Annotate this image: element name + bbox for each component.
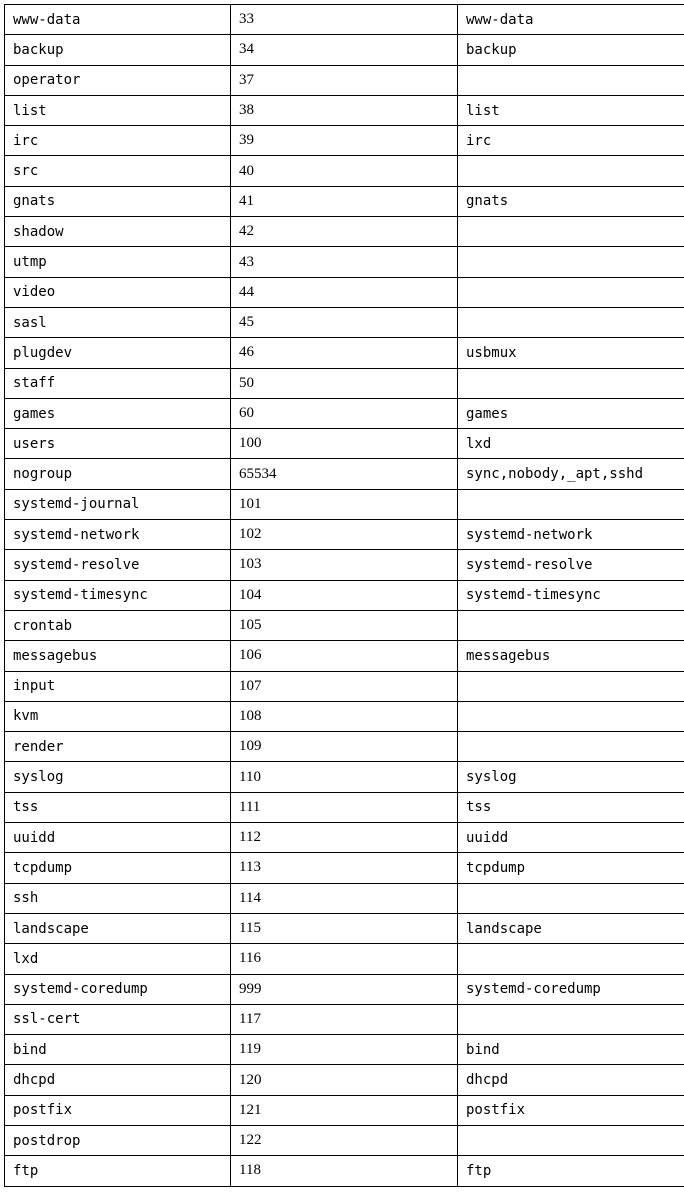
group-name-cell: systemd-timesync [5,580,231,610]
group-members-cell: list [458,95,684,125]
group-id-cell: 37 [231,65,458,95]
table-row [5,95,684,125]
group-name-cell: src [5,156,231,186]
group-name-cell: crontab [5,610,231,640]
table-row [5,762,684,792]
group-name-cell: irc [5,126,231,156]
table-row [5,701,684,731]
group-id-cell: 114 [231,883,458,913]
group-name-cell: sasl [5,307,231,337]
table-row [5,217,684,247]
group-name-cell: shadow [5,217,231,247]
group-id-cell: 109 [231,732,458,762]
table-row [5,156,684,186]
group-name-cell: landscape [5,913,231,943]
table-row [5,853,684,883]
group-name-cell: nogroup [5,459,231,489]
group-id-cell: 106 [231,641,458,671]
group-id-cell: 112 [231,823,458,853]
group-id-cell: 60 [231,398,458,428]
group-id-cell: 122 [231,1125,458,1155]
group-name-cell: tss [5,792,231,822]
table-row [5,1035,684,1065]
group-members-cell: dhcpd [458,1065,684,1095]
table-row [5,913,684,943]
group-id-cell: 115 [231,913,458,943]
group-id-cell: 65534 [231,459,458,489]
group-name-cell: ssh [5,883,231,913]
table-row [5,1125,684,1155]
group-id-cell: 104 [231,580,458,610]
group-name-cell: plugdev [5,338,231,368]
table-row [5,489,684,519]
group-members-cell: systemd-coredump [458,974,684,1004]
group-name-cell: games [5,398,231,428]
table-row [5,883,684,913]
group-id-cell: 103 [231,550,458,580]
group-name-cell: ftp [5,1156,231,1186]
group-name-cell: ssl-cert [5,1004,231,1034]
group-name-cell: systemd-coredump [5,974,231,1004]
group-name-cell: render [5,732,231,762]
group-name-cell: users [5,429,231,459]
group-id-cell: 38 [231,95,458,125]
group-id-cell: 43 [231,247,458,277]
group-name-cell: systemd-journal [5,489,231,519]
group-name-cell: kvm [5,701,231,731]
group-members-cell [458,156,684,186]
table-row [5,550,684,580]
group-id-cell: 41 [231,186,458,216]
group-members-cell [458,1125,684,1155]
group-members-cell [458,701,684,731]
group-id-cell: 107 [231,671,458,701]
group-members-cell: messagebus [458,641,684,671]
group-members-cell: landscape [458,913,684,943]
group-id-cell: 40 [231,156,458,186]
group-id-cell: 45 [231,307,458,337]
group-id-cell: 113 [231,853,458,883]
group-id-cell: 101 [231,489,458,519]
group-members-cell [458,217,684,247]
group-members-cell: ftp [458,1156,684,1186]
group-name-cell: dhcpd [5,1065,231,1095]
group-table-body [5,5,684,1187]
group-id-cell: 100 [231,429,458,459]
group-members-cell: bind [458,1035,684,1065]
group-id-cell: 34 [231,35,458,65]
group-id-cell: 39 [231,126,458,156]
table-row [5,35,684,65]
group-members-cell [458,489,684,519]
table-row [5,1004,684,1034]
table-row [5,277,684,307]
table-row [5,944,684,974]
group-name-cell: input [5,671,231,701]
table-row [5,5,684,35]
group-name-cell: systemd-resolve [5,550,231,580]
table-row [5,732,684,762]
group-name-cell: list [5,95,231,125]
group-members-cell [458,247,684,277]
group-members-cell: systemd-timesync [458,580,684,610]
group-id-cell: 42 [231,217,458,247]
group-id-cell: 116 [231,944,458,974]
group-members-cell [458,368,684,398]
table-row [5,368,684,398]
group-members-cell: tss [458,792,684,822]
group-members-cell: postfix [458,1095,684,1125]
table-row [5,671,684,701]
table-row [5,1095,684,1125]
group-members-cell [458,1004,684,1034]
group-members-cell [458,307,684,337]
group-members-cell: www-data [458,5,684,35]
table-row [5,792,684,822]
group-members-cell: uuidd [458,823,684,853]
group-id-cell: 44 [231,277,458,307]
group-name-cell: utmp [5,247,231,277]
table-row [5,459,684,489]
group-id-cell: 118 [231,1156,458,1186]
group-id-cell: 121 [231,1095,458,1125]
group-id-cell: 33 [231,5,458,35]
table-row [5,247,684,277]
group-members-cell: syslog [458,762,684,792]
table-row [5,126,684,156]
group-members-cell [458,883,684,913]
group-name-cell: postdrop [5,1125,231,1155]
group-id-cell: 999 [231,974,458,1004]
group-members-cell: tcpdump [458,853,684,883]
group-id-cell: 102 [231,520,458,550]
group-name-cell: operator [5,65,231,95]
group-members-cell [458,65,684,95]
table-row [5,823,684,853]
group-members-cell [458,944,684,974]
group-members-cell: irc [458,126,684,156]
group-id-cell: 110 [231,762,458,792]
table-row [5,338,684,368]
group-members-cell [458,671,684,701]
table-row [5,1065,684,1095]
table-row [5,974,684,1004]
group-name-cell: www-data [5,5,231,35]
group-members-cell: systemd-resolve [458,550,684,580]
table-row [5,186,684,216]
group-name-cell: bind [5,1035,231,1065]
group-members-cell: sync,nobody,_apt,sshd [458,459,684,489]
group-name-cell: backup [5,35,231,65]
group-id-cell: 105 [231,610,458,640]
group-name-cell: staff [5,368,231,398]
group-members-cell: backup [458,35,684,65]
group-name-cell: video [5,277,231,307]
group-members-cell [458,610,684,640]
group-id-cell: 111 [231,792,458,822]
group-id-cell: 46 [231,338,458,368]
group-name-cell: uuidd [5,823,231,853]
table-row [5,1156,684,1186]
table-row [5,429,684,459]
group-members-cell: usbmux [458,338,684,368]
group-name-cell: postfix [5,1095,231,1125]
group-name-cell: syslog [5,762,231,792]
group-id-cell: 119 [231,1035,458,1065]
group-members-cell [458,277,684,307]
table-row [5,610,684,640]
group-id-cell: 50 [231,368,458,398]
group-id-cell: 108 [231,701,458,731]
group-members-cell: games [458,398,684,428]
table-row [5,641,684,671]
group-id-cell: 120 [231,1065,458,1095]
group-name-cell: messagebus [5,641,231,671]
group-id-cell: 117 [231,1004,458,1034]
table-row [5,307,684,337]
group-name-cell: systemd-network [5,520,231,550]
table-row [5,520,684,550]
group-name-cell: tcpdump [5,853,231,883]
table-row [5,580,684,610]
table-row [5,398,684,428]
group-members-cell [458,732,684,762]
table-row [5,65,684,95]
group-members-cell: gnats [458,186,684,216]
group-table [4,4,684,1187]
group-name-cell: gnats [5,186,231,216]
group-members-cell: systemd-network [458,520,684,550]
group-name-cell: lxd [5,944,231,974]
group-members-cell: lxd [458,429,684,459]
